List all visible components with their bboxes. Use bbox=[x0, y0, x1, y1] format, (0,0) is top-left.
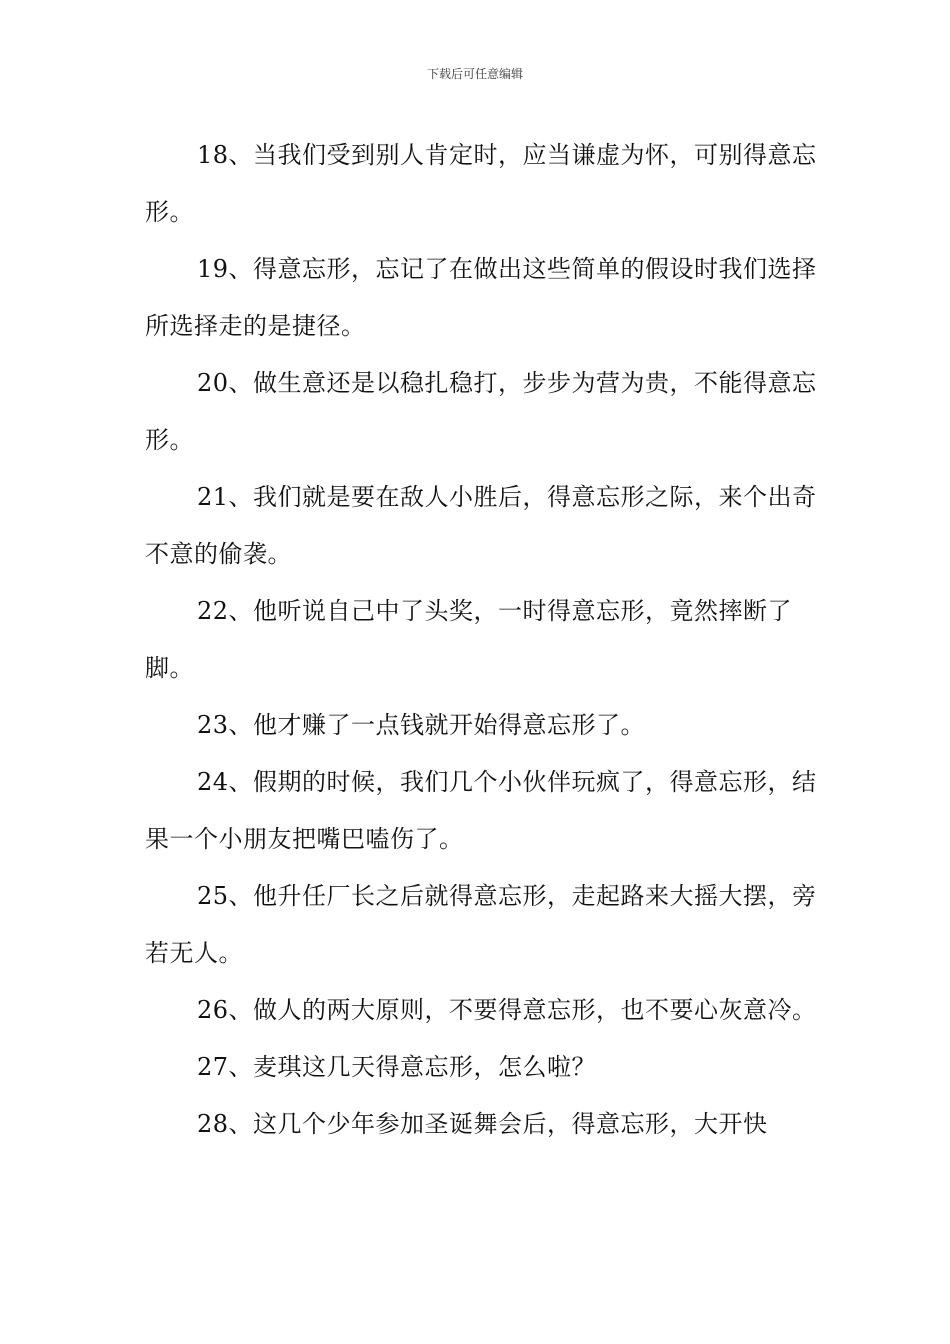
paragraph-line: 19、得意忘形，忘记了在做出这些简单的假设时我们 bbox=[197, 255, 768, 283]
paragraph-line: 26、做人的两大原则，不要得意忘形，也不要心灰意 bbox=[197, 996, 768, 1024]
paragraph-line: 20、做生意还是以稳扎稳打，步步为营为贵，不能得 bbox=[197, 369, 768, 397]
paragraph-line: 旁若无人。 bbox=[145, 882, 817, 967]
paragraph-22 bbox=[145, 583, 820, 697]
paragraph-line: 出奇不意的偷袭。 bbox=[145, 483, 817, 568]
paragraph-line: 22、他听说自己中了头奖，一时得意忘形，竟然摔断 bbox=[197, 597, 768, 625]
paragraph-line: 21、我们就是要在敌人小胜后，得意忘形之际，来个 bbox=[197, 483, 768, 511]
page-header: 下载后可任意编辑 bbox=[426, 67, 523, 81]
paragraph-line: 27、麦琪这几天得意忘形，怎么啦？ bbox=[197, 1053, 597, 1081]
paragraph-line: 28、这几个少年参加圣诞舞会后，得意忘形，大开快 bbox=[197, 1110, 768, 1138]
paragraph-line: 意忘形。 bbox=[145, 141, 817, 226]
paragraph-line: 冷。 bbox=[767, 996, 817, 1024]
document-body bbox=[145, 127, 820, 1153]
paragraph-23 bbox=[145, 697, 820, 754]
paragraph-line: 23、他才赚了一点钱就开始得意忘形了。 bbox=[197, 711, 646, 739]
paragraph-line: 24、假期的时候，我们几个小伙伴玩疯了，得意忘形， bbox=[197, 768, 793, 796]
paragraph-line: 结果一个小朋友把嘴巴嗑伤了。 bbox=[145, 768, 817, 853]
paragraph-line: 18、当我们受到别人肯定时，应当谦虚为怀，可别得 bbox=[197, 141, 768, 169]
paragraph-18 bbox=[145, 127, 820, 241]
paragraph-28 bbox=[145, 1096, 820, 1153]
paragraph-line: 选择所选择走的是捷径。 bbox=[145, 255, 817, 340]
paragraph-26 bbox=[145, 982, 820, 1039]
paragraph-line: 25、他升任厂长之后就得意忘形，走起路来大摇大摆， bbox=[197, 882, 793, 910]
paragraph-line: 了脚。 bbox=[145, 597, 793, 682]
paragraph-27 bbox=[145, 1039, 820, 1096]
paragraph-line: 意忘形。 bbox=[145, 369, 817, 454]
paragraph-25 bbox=[145, 868, 820, 982]
paragraph-20 bbox=[145, 355, 820, 469]
paragraph-21 bbox=[145, 469, 820, 583]
paragraph-24 bbox=[145, 754, 820, 868]
paragraph-19 bbox=[145, 241, 820, 355]
